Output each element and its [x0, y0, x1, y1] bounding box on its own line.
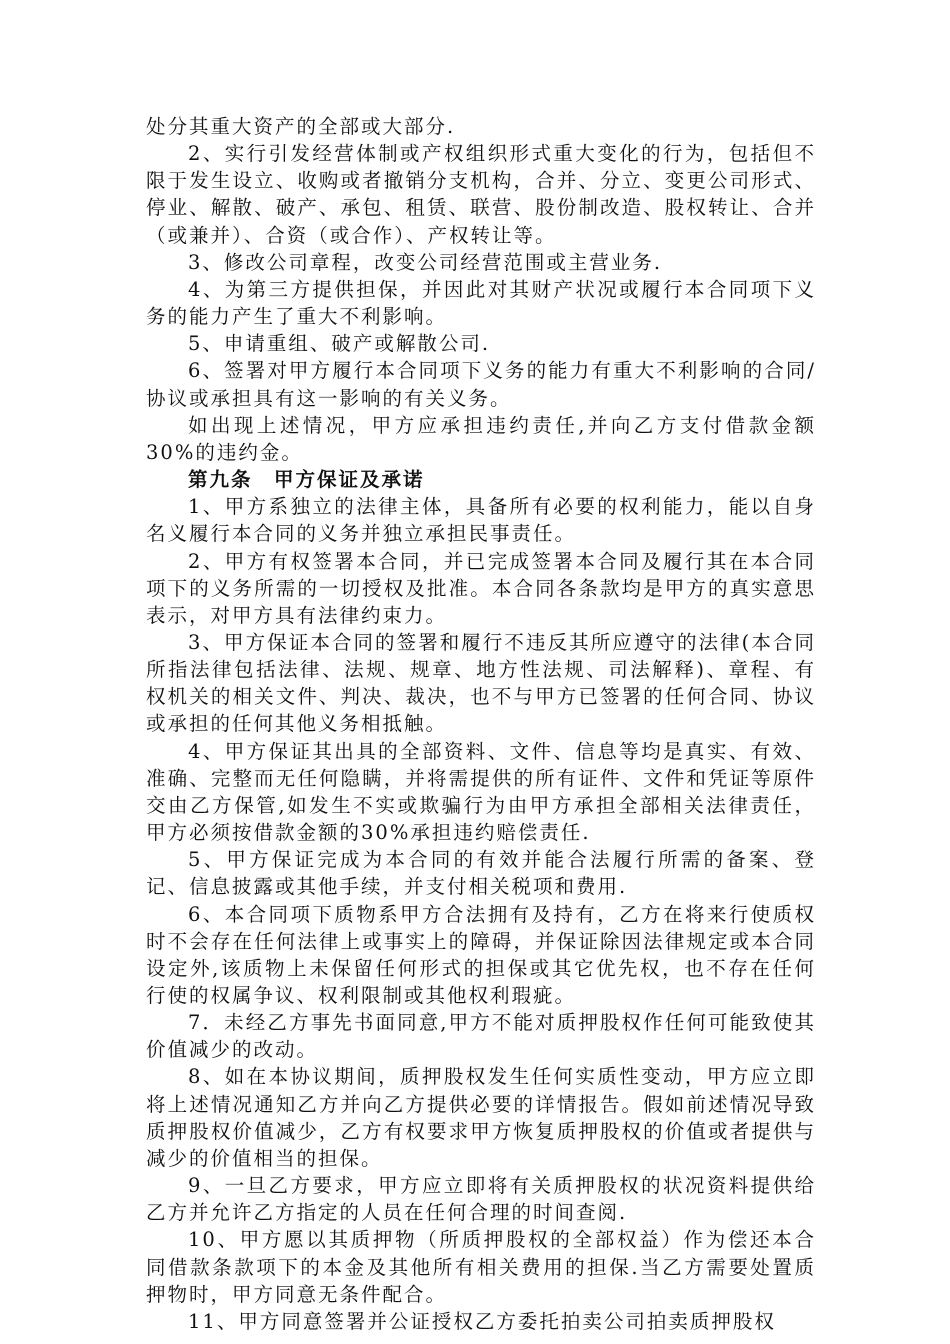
warranty-item-10: 10、甲方愿以其质押物（所质押股权的全部权益）作为偿还本合同借款条款项下的本金及其他所有相关费用的担保.当乙方需要处置质押物时，甲方同意无条件配合。	[146, 1228, 816, 1306]
warranty-item-4: 4、甲方保证其出具的全部资料、文件、信息等均是真实、有效、准确、完整而无任何隐瞒，并将需提供的所有证件、文件和凭证等原件交由乙方保管,如发生不实或欺骗行为由甲方承担全部相关法律责任，甲方必须按借款金额的30%承担违约赔偿责任.	[146, 739, 816, 845]
warranty-item-11: 11、甲方同意签署并公证授权乙方委托拍卖公司拍卖质押股权	[188, 1309, 776, 1333]
warranty-item-7: 7．未经乙方事先书面同意,甲方不能对质押股权作任何可能致使其价值减少的改动。	[146, 1011, 816, 1062]
warranty-item-8: 8、如在本协议期间，质押股权发生任何实质性变动，甲方应立即将上述情况通知乙方并向乙方提供必要的详情报告。假如前述情况导致质押股权价值减少，乙方有权要求甲方恢复质押股权的价值或者提供与减少的价值相当的担保。	[146, 1065, 816, 1170]
clause-item-3: 3、修改公司章程，改变公司经营范围或主营业务.	[188, 250, 663, 274]
warranty-item-2: 2、甲方有权签署本合同，并已完成签署本合同及履行其在本合同项下的义务所需的一切授权及批准。本合同各条款均是甲方的真实意思表示，对甲方具有法律约束力。	[146, 549, 816, 627]
warranty-item-5: 5、甲方保证完成为本合同的有效并能合法履行所需的备案、登记、信息披露或其他手续，并支付相关税项和费用.	[146, 848, 816, 899]
section-heading-article-9: 第九条 甲方保证及承诺	[188, 468, 425, 492]
warranty-item-3: 3、甲方保证本合同的签署和履行不违反其所应遵守的法律(本合同所指法律包括法律、法规、规章、地方性法规、司法解释)、章程、有权机关的相关文件、判决、裁决，也不与甲方已签署的任何合同、协议或承担的任何其他义务相抵触。	[146, 630, 816, 736]
penalty-paragraph: 如出现上述情况，甲方应承担违约责任,并向乙方支付借款金额30%的违约金。	[146, 413, 816, 464]
warranty-item-1: 1、甲方系独立的法律主体，具备所有必要的权利能力，能以自身名义履行本合同的义务并独立承担民事责任。	[146, 495, 816, 546]
clause-item-4: 4、为第三方提供担保，并因此对其财产状况或履行本合同项下义务的能力产生了重大不利影响。	[146, 277, 816, 329]
document-page	[146, 113, 816, 1335]
clause-item-5: 5、申请重组、破产或解散公司.	[188, 332, 491, 356]
warranty-item-6: 6、本合同项下质物系甲方合法拥有及持有，乙方在将来行使质权时不会存在任何法律上或事实上的障碍，并保证除因法律规定或本合同设定外,该质物上未保留任何形式的担保或其它优先权，也不存在任何行使的权属争议、权利限制或其他权利瑕疵。	[146, 902, 816, 1007]
warranty-item-9: 9、一旦乙方要求，甲方应立即将有关质押股权的状况资料提供给乙方并允许乙方指定的人员在任何合理的时间查阅.	[146, 1174, 816, 1225]
clause-item-6: 6、签署对甲方履行本合同项下义务的能力有重大不利影响的合同/协议或承担具有这一影响的有关义务。	[146, 359, 816, 410]
paragraph-continuation: 处分其重大资产的全部或大部分.	[146, 115, 456, 138]
clause-item-2: 2、实行引发经营体制或产权组织形式重大变化的行为，包括但不限于发生设立、收购或者撤销分支机构，合并、分立、变更公司形式、停业、解散、破产、承包、租赁、联营、股份制改造、股权转让、合并（或兼并）、合资（或合作）、产权转让等。	[146, 142, 816, 247]
